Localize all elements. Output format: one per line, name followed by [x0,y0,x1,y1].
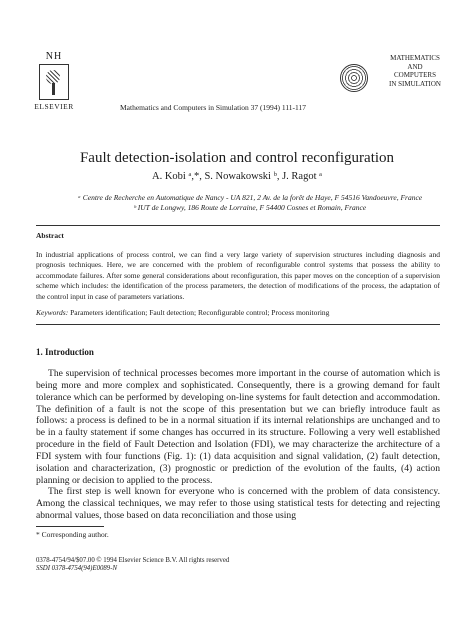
body-text [36,368,440,522]
paragraph: The supervision of technical processes becomes more important in the course of automation which is being more and more complex and sophisticated. Consequently, there is a growing demand for fault tolerance which can be performed by developing on-line systems for fault detection and accommodation. The definition of a fault is not the scope of this presentation but we can briefly introduce fault as follows: a process is defined to be in a normal situation if its internal relationships are unchanged and to be in a faulty statement if some changes has occurred in its structure. Following a very well established procedure in the field of Fault Detection and Isolation (FDI), we may characterize the architecture of a FDI system with four functions (Fig. 1): (1) data acquisition and signal validation, (2) fault detection, isolation and characterization, (3) prognostic or prediction of the evolution of the faults, (4) action planning or decision to applied to the process. [36,368,440,486]
paper-title: Fault detection-isolation and control reconfiguration [79,150,395,166]
divider [36,324,440,325]
section-heading: 1. Introduction [36,347,94,357]
publication-codes [36,557,229,574]
journal-header [0,0,474,120]
ssdi-line: SSDI 0378-4754(94)E0089-N [36,565,117,573]
journal-logo-line: MATHEMATICS [390,54,440,62]
abstract-heading: Abstract [36,231,64,240]
keywords-list: Parameters identification; Fault detection; Reconfigurable control; Process monitoring [70,308,330,317]
abstract-body: In industrial applications of process control, we can find a very large variety of supervision structures including diagnosis and prognosis techniques. Here, we are concerned with the problem of reconfigurable control systems that possess the ability to accommodate failures. After some general considerations about reconfiguration, this paper moves on the conception of a supervision scheme which includes: the identification of the process parameters, the detection of modifications of the process, the adaptation of the control input in case of parameters variations. [36,250,440,301]
keywords [36,308,440,317]
affiliation-b: ᵇ IUT de Longwy, 186 Route de Lorraine, F 54400 Cosnes et Romain, France [133,203,367,212]
journal-logo [340,52,452,100]
publisher-name: ELSEVIER [34,102,74,111]
paper-authors: A. Kobi ᵃ,*, S. Nowakowski ᵇ, J. Ragot ᵃ [152,171,322,182]
footnote-divider [36,526,104,527]
copyright-line: 0378-4754/94/$07.00 © 1994 Elsevier Science B.V. All rights reserved [36,557,230,564]
divider [36,225,440,226]
paragraph: The first step is well known for everyone who is concerned with the problem of data consistency. Among the classical techniques, we may refer to those using statistical tests for detecting and rejecting abnormal values, those based on data reconciliation and those using [36,486,440,522]
keywords-label: Keywords: [36,308,69,317]
publisher-logo [28,52,80,111]
globe-icon [340,64,368,92]
affiliation-a: ᵃ Centre de Recherche en Automatique de Nancy - UA 821, 2 Av. de la forêt de Haye, F 54516 Vandoeuvre, France [77,193,423,202]
journal-logo-text [374,54,456,88]
tree-icon [39,64,69,100]
journal-logo-line: COMPUTERS [393,71,436,79]
journal-logo-line: IN SIMULATION [389,79,441,88]
footnote: * Corresponding author. [36,530,109,539]
publisher-logo-mark: NH [45,51,63,62]
journal-logo-line: AND [407,62,423,71]
journal-citation: Mathematics and Computers in Simulation 37 (1994) 111-117 [120,103,307,112]
